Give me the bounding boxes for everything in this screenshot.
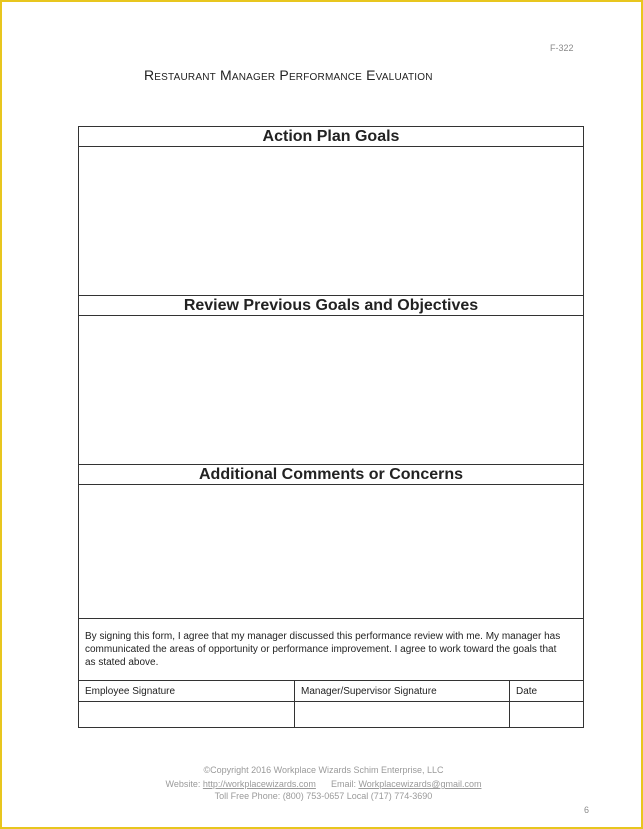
- additional-comments-field[interactable]: [79, 485, 583, 619]
- signature-labels-row: [79, 681, 583, 702]
- manager-signature-field[interactable]: [295, 702, 510, 727]
- footer-phone: Toll Free Phone: (800) 753-0657 Local (717) 774-3690: [214, 791, 433, 801]
- email-label: Email:: [330, 779, 359, 789]
- email-link[interactable]: Workplacewizards@gmail.com: [358, 779, 482, 789]
- employee-signature-field[interactable]: [79, 702, 295, 727]
- section-header-review-previous-goals: Review Previous Goals and Objectives: [79, 296, 583, 316]
- section-header-additional-comments: Additional Comments or Concerns: [79, 465, 583, 485]
- date-field[interactable]: [510, 702, 583, 727]
- website-link[interactable]: http://workplacewizards.com: [202, 779, 316, 789]
- signature-fields-row: [79, 702, 583, 727]
- page-number: 6: [584, 805, 590, 815]
- agreement-text: By signing this form, I agree that my manager discussed this performance review with me. My manager has communicated the areas of opportunity or performance improvement. I agree to work toward the goals that as stated above.: [79, 619, 583, 681]
- footer-copyright: ©Copyright 2016 Workplace Wizards Schim Enterprise, LLC: [203, 765, 444, 775]
- evaluation-form-table: [78, 126, 584, 728]
- manager-signature-label: Manager/Supervisor Signature: [295, 681, 510, 701]
- form-code: F-322: [550, 43, 574, 53]
- review-previous-goals-field[interactable]: [79, 316, 583, 465]
- section-header-action-plan-goals: Action Plan Goals: [79, 127, 583, 147]
- document-title: Restaurant Manager Performance Evaluation: [144, 67, 433, 83]
- date-label: Date: [516, 686, 538, 697]
- employee-signature-label: Employee Signature: [79, 681, 295, 701]
- footer-contact: [2, 779, 643, 789]
- action-plan-goals-field[interactable]: [79, 147, 583, 296]
- website-label: Website:: [165, 779, 203, 789]
